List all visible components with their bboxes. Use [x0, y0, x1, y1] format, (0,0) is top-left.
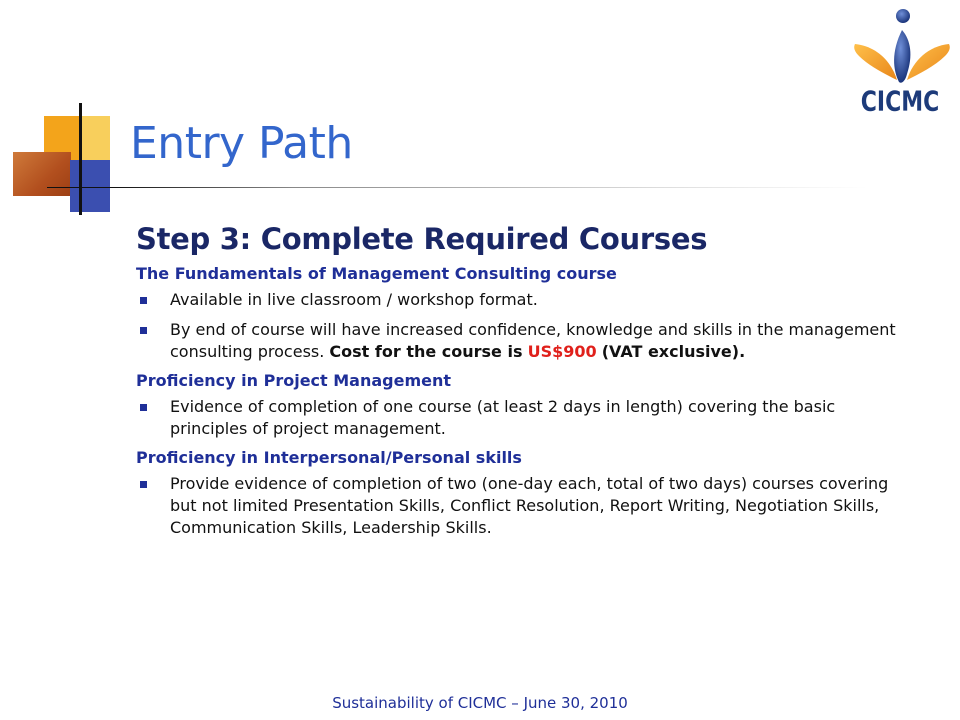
bullet-text: Evidence of completion of one course (at least 2 days in length) covering the basic principles of project management. — [170, 397, 836, 438]
list-item — [136, 473, 906, 539]
interpersonal-list — [136, 473, 906, 539]
section-heading-interpersonal: Proficiency in Interpersonal/Personal skills — [136, 448, 522, 467]
section-heading-fundamentals: The Fundamentals of Management Consulting course — [136, 264, 617, 283]
title-underline — [47, 187, 867, 188]
list-item — [136, 396, 906, 440]
bullet-text: By end of course will have increased confidence, knowledge and skills in the management consulting process. — [170, 320, 896, 361]
course-price: US$900 — [527, 342, 597, 361]
decor-square-blue — [70, 160, 110, 212]
step-heading: Step 3: Complete Required Courses — [136, 222, 708, 256]
list-item — [136, 319, 906, 363]
bullet-text: Provide evidence of completion of two (one-day each, total of two days) courses covering but not limited Presentation Skills, Conflict Resolution, Report Writing, Negotiation Skills, Communication Skills, Leadership Skills. — [170, 474, 889, 537]
slide-content — [136, 222, 906, 547]
page-title: Entry Path — [130, 118, 353, 169]
decor-vertical-line — [79, 103, 82, 215]
bullet-square-icon — [140, 297, 147, 304]
bullet-square-icon — [140, 481, 147, 488]
list-item — [136, 289, 906, 311]
slide-footer: Sustainability of CICMC – June 30, 2010 — [332, 694, 628, 712]
cost-suffix: (VAT exclusive). — [601, 342, 746, 361]
bullet-square-icon — [140, 404, 147, 411]
project-management-list — [136, 396, 906, 440]
decor-square-brown — [13, 152, 71, 196]
bullet-square-icon — [140, 327, 147, 334]
logo-wordmark: CICMC — [860, 86, 940, 119]
fundamentals-list — [136, 289, 906, 363]
cost-prefix: Cost for the course is — [329, 342, 523, 361]
section-heading-project-management: Proficiency in Project Management — [136, 371, 452, 390]
bullet-text: Available in live classroom / workshop format. — [170, 290, 538, 309]
